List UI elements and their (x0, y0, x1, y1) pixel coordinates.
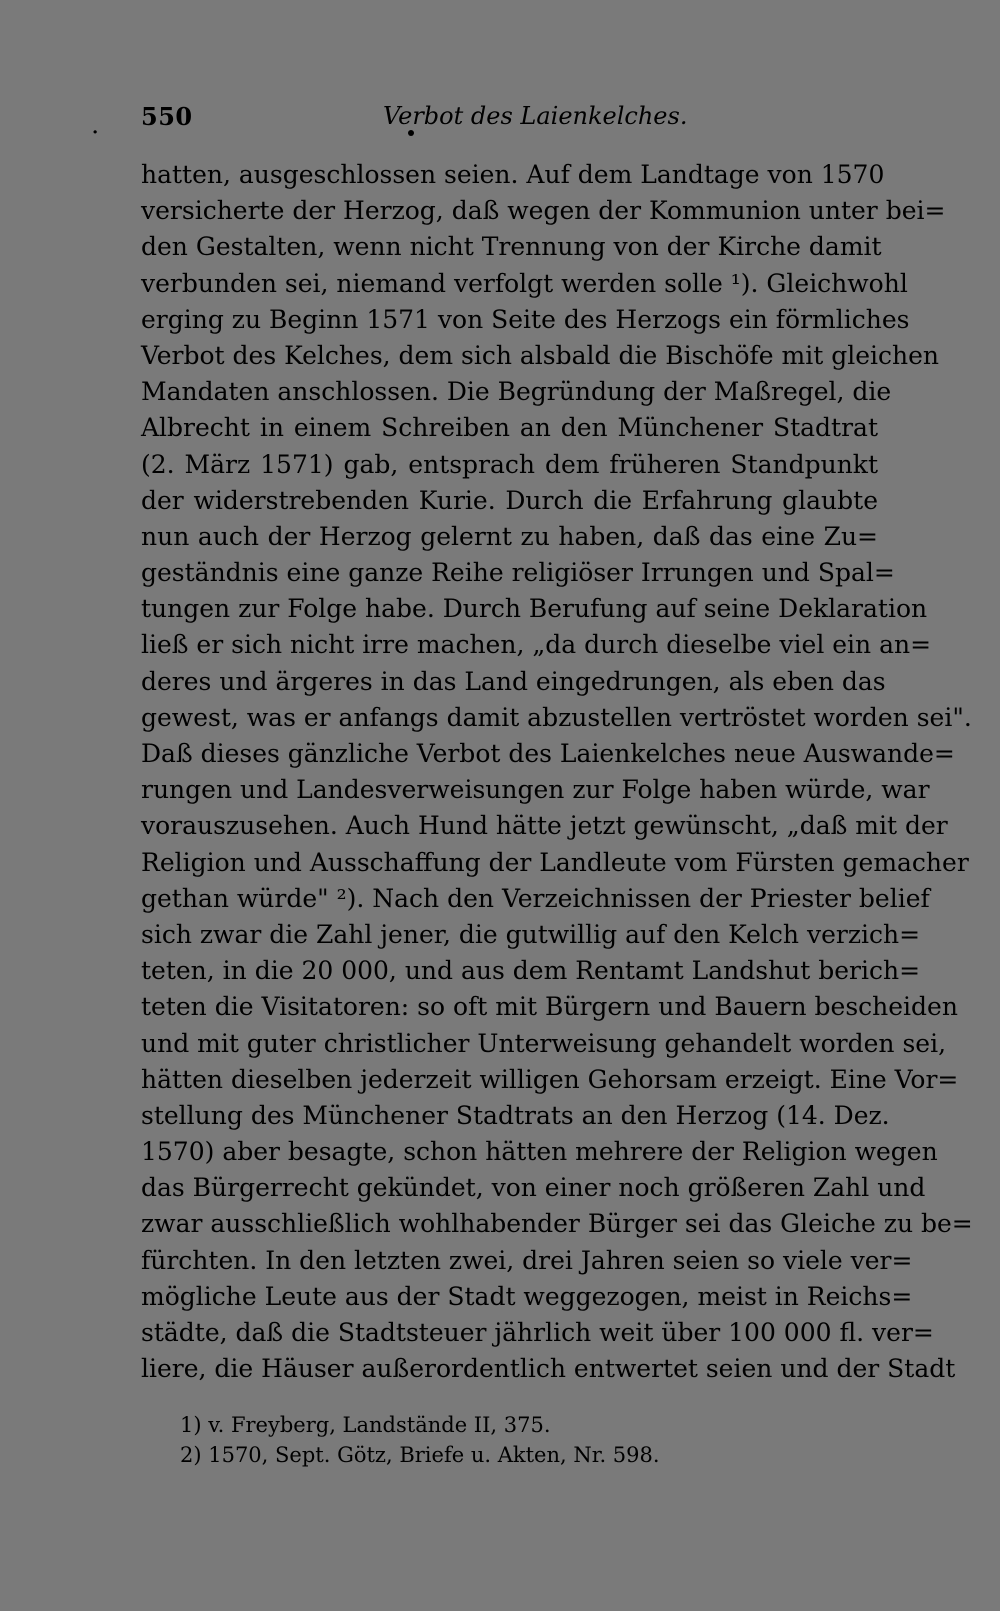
body-line: städte, daß die Stadtsteuer jährlich weit über 100 000 fl. ver= (141, 1318, 934, 1347)
body-line: stellung des Münchener Stadtrats an den Herzog (14. Dez. (141, 1100, 890, 1130)
body-line: Daß dieses gänzliche Verbot des Laienkelches neue Auswande= (141, 739, 955, 768)
body-line: nun auch der Herzog gelernt zu haben, daß das eine Zu= (141, 521, 878, 551)
body-line: 1570) aber besagte, schon hätten mehrere der Religion wegen (141, 1137, 938, 1167)
body-line: tungen zur Folge habe. Durch Berufung auf seine Deklaration (141, 594, 928, 624)
body-line: gewest, was er anfangs damit abzustellen vertröstet worden sei". (141, 702, 972, 732)
page-header (141, 102, 861, 138)
body-line: verbunden sei, niemand verfolgt werden solle ¹). Gleichwohl (141, 268, 908, 298)
body-line: gethan würde" ²). Nach den Verzeichnissen der Priester belief (141, 883, 930, 913)
page-number: 550 (141, 102, 193, 131)
body-line: der widerstrebenden Kurie. Durch die Erfahrung glaubte (141, 485, 878, 515)
body-line: ließ er sich nicht irre machen, „da durch dieselbe viel ein an= (141, 630, 932, 660)
body-line: vorauszusehen. Auch Hund hätte jetzt gewünscht, „daß mit der (141, 811, 948, 841)
body-line: (2. März 1571) gab, entsprach dem früheren Standpunkt (141, 449, 878, 479)
body-line: erging zu Beginn 1571 von Seite des Herzogs ein förmliches (141, 304, 910, 334)
body-line: liere, die Häuser außerordentlich entwertet seien und der Stadt (141, 1354, 956, 1384)
footnote: 2) 1570, Sept. Götz, Briefe u. Akten, Nr. 598. (180, 1443, 660, 1467)
body-line: rungen und Landesverweisungen zur Folge haben würde, war (141, 775, 930, 805)
body-line: das Bürgerrecht gekündet, von einer noch größeren Zahl und (141, 1173, 926, 1203)
body-line: Mandaten anschlossen. Die Begründung der Maßregel, die (141, 377, 892, 407)
footnotes (180, 1410, 820, 1470)
body-line: versicherte der Herzog, daß wegen der Kommunion unter bei= (141, 196, 946, 226)
body-line: hatten, ausgeschlossen seien. Auf dem Landtage von 1570 (141, 160, 885, 189)
body-line: den Gestalten, wenn nicht Trennung von der Kirche damit (141, 232, 882, 262)
body-line: teten die Visitatoren: so oft mit Bürgern und Bauern bescheiden (141, 992, 958, 1022)
body-line: teten, in die 20 000, und aus dem Rentamt Landshut berich= (141, 956, 921, 986)
body-line: sich zwar die Zahl jener, die gutwillig auf den Kelch verzich= (141, 919, 921, 949)
body-line: mögliche Leute aus der Stadt weggezogen, meist in Reichs= (141, 1281, 913, 1311)
body-line: und mit guter christlicher Unterweisung gehandelt worden sei, (141, 1028, 947, 1058)
body-line: zwar ausschließlich wohlhabender Bürger sei das Gleiche zu be= (141, 1209, 973, 1239)
edge-mark: · (92, 122, 99, 143)
body-line: deres und ärgeres in das Land eingedrungen, als eben das (141, 666, 886, 696)
footnote: 1) v. Freyberg, Landstände II, 375. (180, 1413, 551, 1437)
body-line: Religion und Ausschaffung der Landleute vom Fürsten gemacher (141, 847, 969, 877)
body-line: Albrecht in einem Schreiben an den Münchener Stadtrat (141, 413, 878, 443)
running-head: Verbot des Laienkelches. (383, 102, 688, 130)
body-line: fürchten. In den letzten zwei, drei Jahren seien so viele ver= (141, 1245, 913, 1275)
dot-mark (408, 130, 414, 136)
body-line: geständnis eine ganze Reihe religiöser Irrungen und Spal= (141, 558, 895, 588)
body-line: Verbot des Kelches, dem sich alsbald die Bischöfe mit gleichen (141, 340, 940, 370)
body-line: hätten dieselben jederzeit willigen Gehorsam erzeigt. Eine Vor= (141, 1064, 959, 1094)
body-text (141, 157, 973, 1387)
